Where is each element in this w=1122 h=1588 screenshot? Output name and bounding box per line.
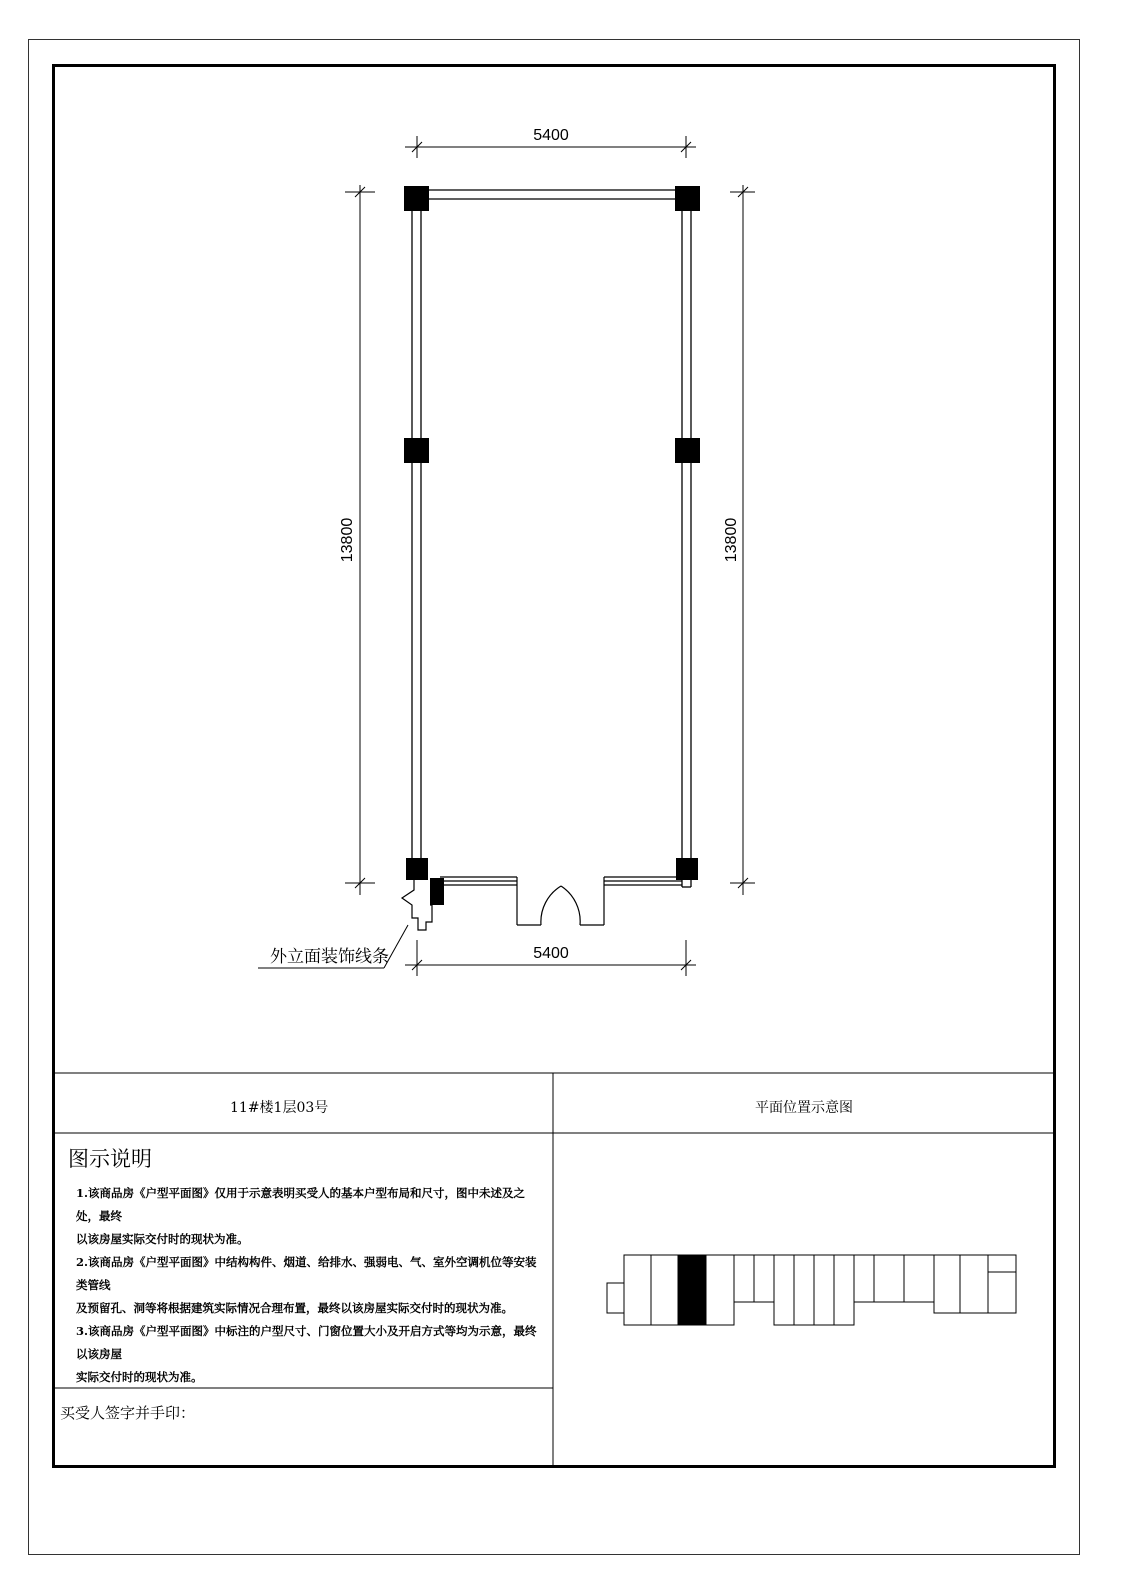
column-bottom-right [676, 858, 698, 880]
column-entrance [430, 878, 444, 905]
structural-columns [404, 186, 700, 905]
legend-note-line: 及预留孔、洞等将根据建筑实际情况合理布置，最终以该房屋实际交付时的现状为准。 [76, 1301, 513, 1315]
dimension-lines [345, 136, 755, 976]
location-key-plan [607, 1255, 1016, 1325]
legend-note-line: 2.该商品房《户型平面图》中结构构件、烟道、给排水、强弱电、气、室外空调机位等安装类管线 [76, 1255, 537, 1292]
location-plan-title: 平面位置示意图 [755, 1100, 853, 1116]
facade-trim-callout-label: 外立面装饰线条 [270, 947, 389, 967]
dimension-bottom-label: 5400 [533, 945, 569, 962]
buyer-signature-label: 买受人签字并手印： [60, 1404, 196, 1422]
facade-trim-profile [402, 880, 432, 930]
dimension-top-label: 5400 [533, 127, 569, 144]
entrance-double-door [517, 877, 604, 925]
current-unit-highlight [678, 1255, 706, 1325]
legend-heading: 图示说明 [68, 1147, 152, 1171]
column-top-left [404, 186, 429, 211]
legend-note-line: 3.该商品房《户型平面图》中标注的户型尺寸、门窗位置大小及开启方式等均为示意，最终以该房屋 [76, 1324, 537, 1361]
column-mid-left [404, 438, 429, 463]
column-mid-right [675, 438, 700, 463]
dimension-right-label: 13800 [723, 517, 740, 563]
legend-note-line: 实际交付时的现状为准。 [76, 1370, 203, 1384]
column-bottom-left [406, 858, 428, 880]
legend-notes [76, 1182, 546, 1389]
dimension-labels [339, 127, 740, 962]
legend-note-line: 以该房屋实际交付时的现状为准。 [76, 1232, 249, 1246]
walls [412, 190, 691, 887]
legend-note-line: 1.该商品房《户型平面图》仅用于示意表明买受人的基本户型布局和尺寸，图中未述及之处，最终 [76, 1186, 526, 1223]
unit-number-title: 11#楼1层03号 [230, 1100, 329, 1116]
dimension-left-label: 13800 [339, 517, 356, 563]
column-top-right [675, 186, 700, 211]
